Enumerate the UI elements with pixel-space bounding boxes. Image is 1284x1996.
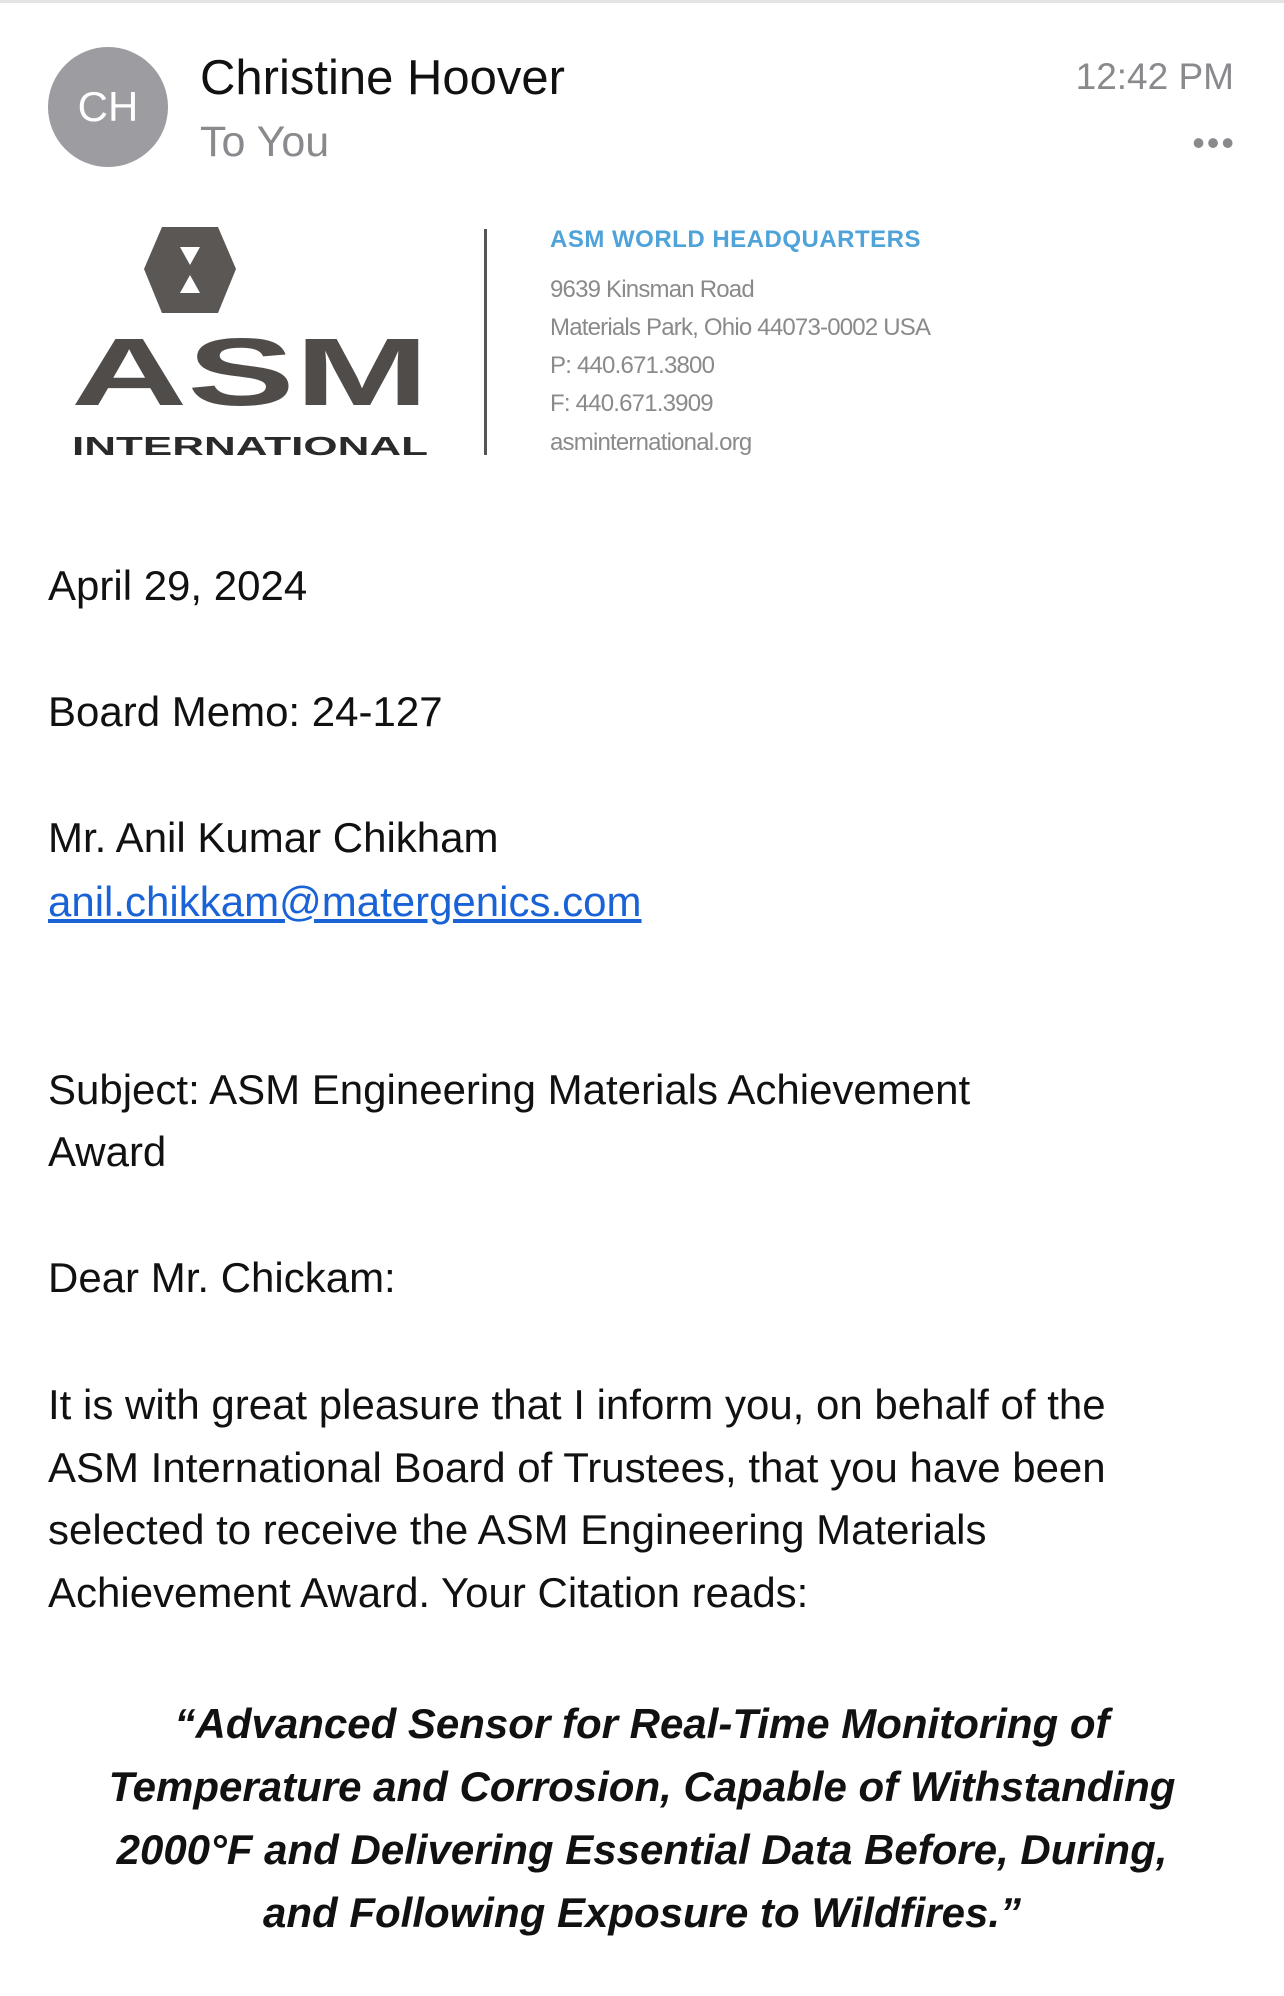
letter-date: April 29, 2024 xyxy=(48,562,308,609)
paragraph-line: Achievement Award. Your Citation reads: xyxy=(48,1569,809,1616)
recipient-name: Mr. Anil Kumar Chikham xyxy=(48,814,499,861)
subject-line: Award xyxy=(48,1128,167,1175)
address-line: 9639 Kinsman Road xyxy=(550,276,754,303)
asm-logo xyxy=(60,225,440,460)
more-options-icon[interactable]: ••• xyxy=(1192,122,1236,163)
memo-number: Board Memo: 24-127 xyxy=(48,688,443,735)
citation xyxy=(60,1692,1224,1944)
citation-line: and Following Exposure to Wildfires.” xyxy=(263,1889,1021,1936)
paragraph-line: It is with great pleasure that I inform you, on behalf of the xyxy=(48,1381,1106,1428)
citation-line: 2000°F and Delivering Essential Data Before, During, xyxy=(116,1826,1168,1873)
citation-line: Temperature and Corrosion, Capable of Withstanding xyxy=(108,1763,1176,1810)
logo-wordmark: ASM xyxy=(71,319,429,426)
top-divider xyxy=(0,0,1284,3)
paragraph-line: ASM International Board of Trustees, that you have been xyxy=(48,1444,1106,1491)
hq-title: ASM WORLD HEADQUARTERS xyxy=(550,226,921,253)
citation-line: “Advanced Sensor for Real-Time Monitoring of xyxy=(174,1700,1110,1747)
salutation: Dear Mr. Chickam: xyxy=(48,1254,396,1301)
logo-subtext: INTERNATIONAL xyxy=(72,431,429,460)
recipient-email-link[interactable]: anil.chikkam@matergenics.com xyxy=(48,878,642,925)
paragraph-line: selected to receive the ASM Engineering Materials xyxy=(48,1506,987,1553)
address-line: Materials Park, Ohio 44073-0002 USA xyxy=(550,314,931,341)
subject-line: Subject: ASM Engineering Materials Achievement xyxy=(48,1066,971,1113)
website-line: asminternational.org xyxy=(550,429,752,456)
logo-hexagon-icon xyxy=(144,227,236,313)
sender-name[interactable]: Christine Hoover xyxy=(200,51,565,105)
letterhead-divider xyxy=(484,229,487,455)
phone-line: P: 440.671.3800 xyxy=(550,352,715,379)
avatar[interactable]: CH xyxy=(48,47,168,167)
recipient-label: To You xyxy=(200,118,330,166)
fax-line: F: 440.671.3909 xyxy=(550,390,713,417)
timestamp: 12:42 PM xyxy=(1075,56,1234,97)
